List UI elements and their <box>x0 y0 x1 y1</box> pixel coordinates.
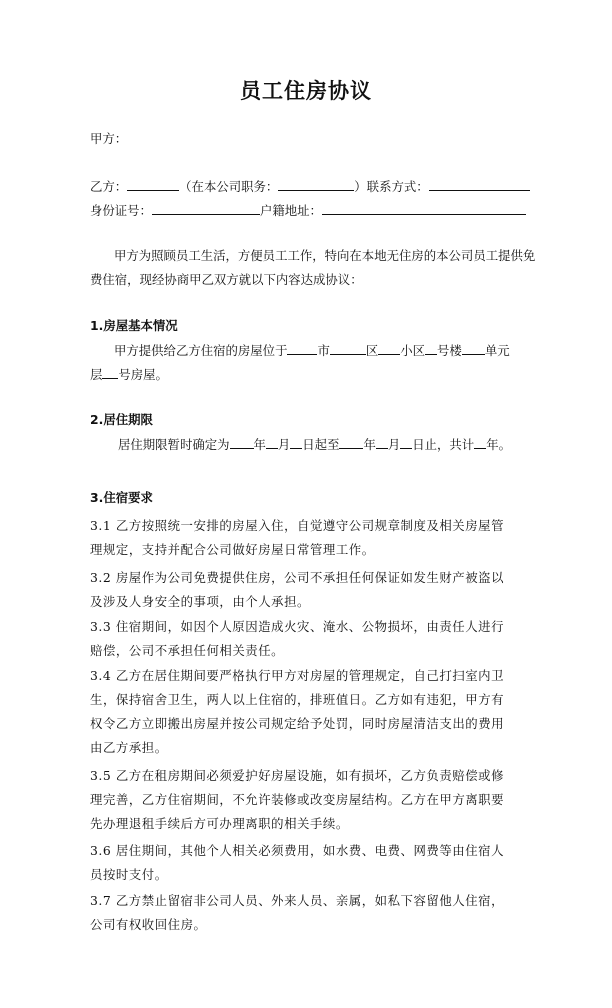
end-day-blank[interactable] <box>400 436 412 449</box>
section-2-line-1: 居住期限暂时确定为 年 月 日起至 年 月 日止，共计 年。 <box>118 437 511 452</box>
household-blank[interactable] <box>322 202 526 215</box>
section-3-line: 理规定，支持并配合公司做好房屋日常管理工作。 <box>90 542 375 557</box>
city-blank[interactable] <box>287 342 317 355</box>
start-month-blank[interactable] <box>266 436 278 449</box>
section-3-line: 公司有权收回住房。 <box>90 917 207 932</box>
section-2-heading: 2.居住期限 <box>90 412 153 427</box>
section-3-line: 及涉及人身安全的事项，由个人承担。 <box>90 594 310 609</box>
section-3-line: 权令乙方立即搬出房屋并按公司规定给予处罚，同时房屋清洁支出的费用 <box>90 716 505 731</box>
intro-line-2: 费住宿，现经协商甲乙双方就以下内容达成协议： <box>90 272 363 287</box>
total-years-blank[interactable] <box>474 436 486 449</box>
section-3-line: 理完善，乙方住宿期间，不允许装修或改变房屋结构。乙方在甲方离职要 <box>90 792 505 807</box>
id-label: 身份证号： <box>90 203 152 218</box>
floor-blank[interactable] <box>102 366 118 379</box>
community-blank[interactable] <box>378 342 400 355</box>
position-blank[interactable] <box>278 178 354 191</box>
document-title: 员工住房协议 <box>240 79 372 103</box>
section-1-line-1: 甲方提供给乙方住宿的房屋位于 市 区 小区 号楼 单元 <box>114 343 510 358</box>
section-3-line: 3.4 乙方在居住期间要严格执行甲方对房屋的管理规定，自己打扫室内卫 <box>90 668 505 683</box>
start-day-blank[interactable] <box>290 436 302 449</box>
district-blank[interactable] <box>330 342 366 355</box>
party-b-name-blank[interactable] <box>127 178 179 191</box>
contact-label: ）联系方式： <box>354 179 429 194</box>
building-blank[interactable] <box>425 342 437 355</box>
end-year-blank[interactable] <box>339 436 363 449</box>
unit-blank[interactable] <box>462 342 485 355</box>
party-a-label: 甲方： <box>90 131 128 146</box>
id-line <box>90 202 526 219</box>
section-1-heading: 1.房屋基本情况 <box>90 318 178 333</box>
section-3-line: 3.3 住宿期间，如因个人原因造成火灾、淹水、公物损坏，由责任人进行 <box>90 619 505 634</box>
section-3-line: 3.2 房屋作为公司免费提供住房，公司不承担任何保证如发生财产被盗以 <box>90 570 505 585</box>
party-b-line <box>90 178 530 195</box>
section-3-line: 3.5 乙方在租房期间必须爱护好房屋设施，如有损坏，乙方负责赔偿或修 <box>90 768 505 783</box>
contact-blank[interactable] <box>429 178 530 191</box>
section-3-line: 生，保持宿舍卫生，两人以上住宿的，排班值日。乙方如有违犯，甲方有 <box>90 692 505 707</box>
id-blank[interactable] <box>152 202 260 215</box>
section-3-line: 3.6 居住期间，其他个人相关必须费用，如水费、电费、网费等由住宿人 <box>90 843 505 858</box>
intro-line-1: 甲方为照顾员工生活，方便员工工作，特向在本地无住房的本公司员工提供免 <box>114 248 536 263</box>
section-1-line-2: 层 号房屋。 <box>90 367 168 382</box>
section-3-line: 员按时支付。 <box>90 867 168 882</box>
end-month-blank[interactable] <box>376 436 388 449</box>
section-3-heading: 3.住宿要求 <box>90 490 153 505</box>
section-3-line: 先办理退租手续后方可办理离职的相关手续。 <box>90 816 349 831</box>
position-label: （在本公司职务： <box>179 179 279 194</box>
household-label: 户籍地址： <box>259 203 322 218</box>
start-year-blank[interactable] <box>230 436 254 449</box>
party-b-label: 乙方： <box>90 179 128 194</box>
section-3-line: 由乙方承担。 <box>90 740 168 755</box>
section-3-line: 3.7 乙方禁止留宿非公司人员、外来人员、亲属，如私下容留他人住宿， <box>90 893 505 908</box>
section-3-line: 3.1 乙方按照统一安排的房屋入住，自觉遵守公司规章制度及相关房屋管 <box>90 518 505 533</box>
section-3-line: 赔偿，公司不承担任何相关责任。 <box>90 643 285 658</box>
